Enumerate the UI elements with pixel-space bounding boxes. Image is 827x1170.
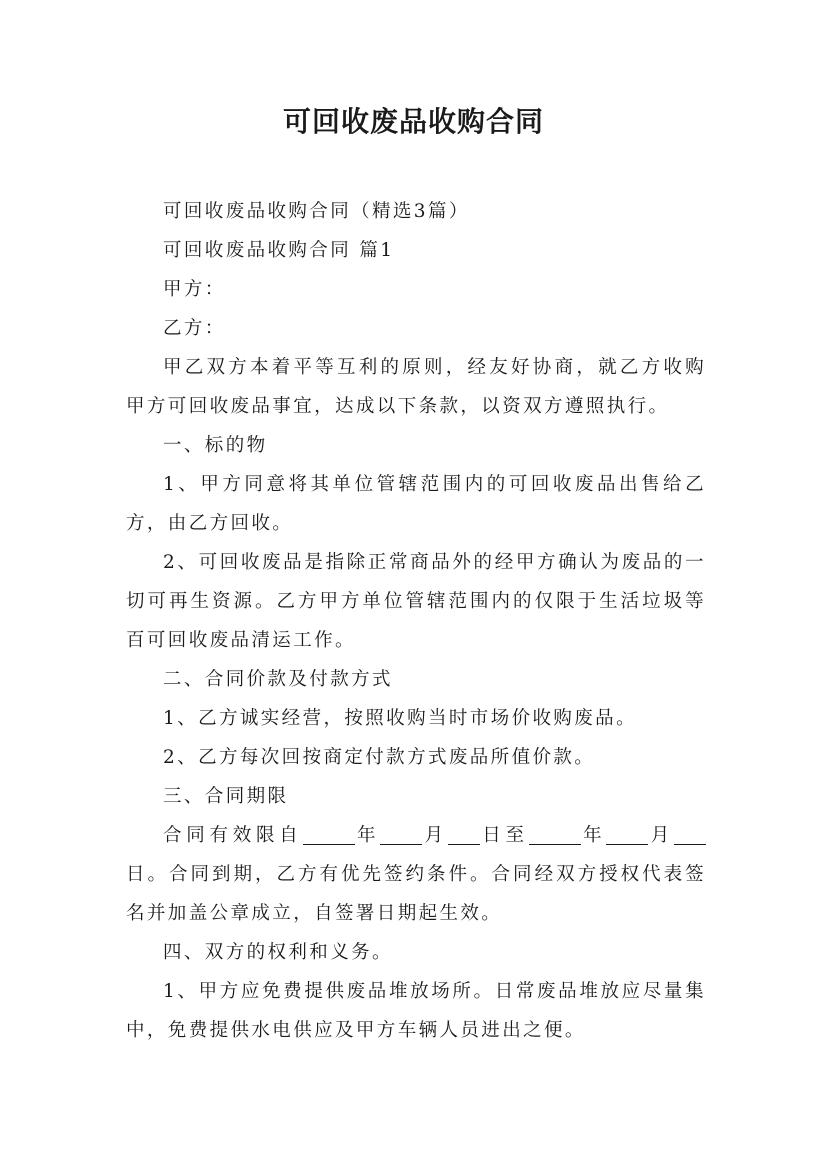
month-label: 月 <box>422 825 448 846</box>
clause-2-item-1: 1、乙方诚实经营，按照收购当时市场价收购废品。 <box>163 708 637 729</box>
document-body <box>126 192 706 1050</box>
year-label: 年 <box>354 825 381 846</box>
clause-1-title: 一、标的物 <box>163 435 268 456</box>
end-year-blank[interactable] <box>529 825 581 845</box>
start-year-blank[interactable] <box>303 825 355 845</box>
term-suffix: 日。合同到期，乙方有优先签约条件。合同经双方授权代表签名并加盖公章成立，自签署日期起生效。 <box>126 864 706 924</box>
subtitle: 可回收废品收购合同（精选3篇） <box>163 201 470 222</box>
document-title: 可回收废品收购合同 <box>282 105 544 138</box>
clause-1-item-2: 2、可回收废品是指除正常商品外的经甲方确认为废品的一切可再生资源。乙方甲方单位管辖范围内的仅限于生活垃圾等百可回收废品清运工作。 <box>126 552 706 651</box>
section-heading: 可回收废品收购合同 篇1 <box>163 240 395 261</box>
party-a-line: 甲方： <box>163 279 226 300</box>
end-day-blank[interactable] <box>674 825 706 845</box>
clause-2-title: 二、合同价款及付款方式 <box>163 669 393 690</box>
year-label-2: 年 <box>580 825 607 846</box>
clause-1-item-1: 1、甲方同意将其单位管辖范围内的可回收废品出售给乙方，由乙方回收。 <box>126 474 706 534</box>
term-prefix: 合同有效限自 <box>163 825 303 846</box>
start-month-blank[interactable] <box>380 825 422 845</box>
month-label-2: 月 <box>648 825 674 846</box>
clause-4-item-1: 1、甲方应免费提供废品堆放场所。日常废品堆放应尽量集中，免费提供水电供应及甲方车辆人员进出之便。 <box>126 981 706 1041</box>
intro-paragraph: 甲乙双方本着平等互利的原则，经友好协商，就乙方收购甲方可回收废品事宜，达成以下条款，以资双方遵照执行。 <box>126 357 706 417</box>
start-day-blank[interactable] <box>448 825 480 845</box>
party-b-line: 乙方： <box>163 318 226 339</box>
clause-4-title: 四、双方的权利和义务。 <box>163 942 393 963</box>
end-month-blank[interactable] <box>606 825 648 845</box>
clause-3-text <box>126 816 706 933</box>
day-to-label: 日至 <box>479 825 529 846</box>
clause-2-item-2: 2、乙方每次回按商定付款方式废品所值价款。 <box>163 747 596 768</box>
clause-3-title: 三、合同期限 <box>163 786 289 807</box>
